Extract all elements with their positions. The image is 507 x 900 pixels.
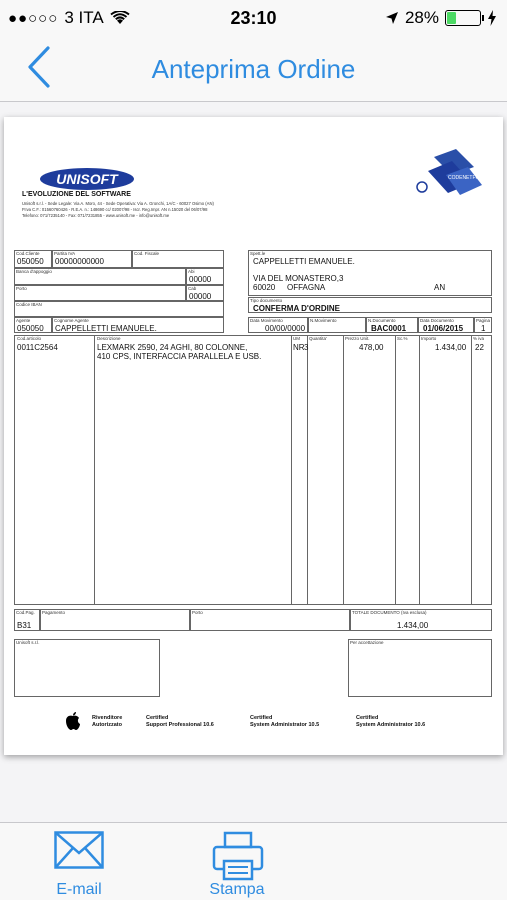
navigation-bar (0, 36, 507, 102)
col-header-iva: % iva (473, 336, 485, 341)
order-document (4, 117, 503, 755)
footer-rivenditore: Rivenditore Autorizzato (92, 715, 123, 728)
battery-icon (445, 10, 481, 26)
company-info (22, 201, 312, 219)
field-cod-fiscale: Cod. Fiscale (132, 250, 224, 268)
status-right (385, 8, 497, 28)
field-porto-footer: Porto (190, 609, 350, 631)
bottom-toolbar (0, 822, 507, 900)
company-line: Unisoft s.r.l. - Sede Legale: Via A. Moro, 44 - Sede Operativa: Via A. Gronchi, 1A/C - 60027 Osimo (AN) (22, 201, 214, 206)
envelope-icon (54, 831, 104, 869)
carrier-label: 3 ITA (64, 8, 104, 27)
field-totale-documento: TOTALE DOCUMENTO (Iva esclusa) 1.434,00 (350, 609, 492, 631)
field-n-movimento: N.Movimento (308, 317, 366, 333)
col-header-descrizione: Descrizione (97, 336, 121, 341)
field-data-movimento: Data Movimento 00/00/0000 (248, 317, 308, 333)
signature-box-accettazione: Per accettazione (348, 639, 492, 697)
company-line: P.Iva C.F.: 01560760426 - R.E.A. n.: 148690 cc/ 02007/98 - Iscr. Reg.Impr. AN n.15020 del 06/07/98 (22, 207, 208, 212)
col-header-um: UM (293, 336, 300, 341)
email-button[interactable] (34, 829, 124, 899)
signature-box-unisoft: Unisoft s.r.l. (14, 639, 160, 697)
field-banca: Banca d'appoggio (14, 268, 186, 285)
field-pagina: Pagina 1 (476, 318, 491, 333)
field-agente: Agente 050050 (14, 317, 52, 333)
footer-cert-1: Certified Support Professional 10.6 (146, 715, 214, 728)
signal-strength-icon: ●●○○○ (8, 9, 59, 27)
field-spett: Spett.le CAPPELLETTI EMANUELE. VIA DEL MONASTERO,3 60020 OFFAGNA AN (248, 250, 492, 296)
logo-tagline: L'EVOLUZIONE DEL SOFTWARE (22, 191, 131, 198)
footer-cert-2: Certified System Administrator 10.5 (250, 715, 320, 728)
status-bar (0, 0, 507, 36)
battery-percent: 28% (404, 8, 439, 27)
codenetfish-logo (412, 149, 484, 207)
right-logo-text: CODENETFISH (448, 175, 484, 181)
charging-bolt-icon (487, 10, 497, 26)
printer-icon (212, 831, 264, 881)
field-porto: Porto (14, 285, 186, 301)
col-header-cod-articolo: Cod.articolo (17, 336, 42, 341)
col-header-importo: Importo (421, 336, 437, 341)
field-tipo-documento: Tipo documento CONFERMA D'ORDINE (248, 297, 492, 313)
footer-cert-3: Certified System Administrator 10.6 (356, 715, 426, 728)
items-table: Cod.articolo Descrizione UM Quantita' Prezzo Unit. Sc.% Importo % iva 0011C2564 LEXMARK 2590, 24 AGHI, 80 COLONNE, 410 CPS, INTERFACCIA PARALLELA E USB. NR 3 478,00 1.434,00 22 (14, 335, 492, 605)
col-header-prezzo: Prezzo Unit. (345, 336, 370, 341)
page-title: Anteprima Ordine (151, 54, 356, 84)
company-line: Telefono: 071/7235140 - Fax: 071/7231855 - www.unisoft.me - info@unisoft.me (22, 213, 170, 218)
field-n-documento: N.Documento BAC0001 (366, 317, 418, 333)
field-iban: Codice IBAN (14, 301, 224, 317)
print-button[interactable] (192, 829, 282, 899)
email-label: E-mail (56, 881, 102, 898)
document-preview[interactable] (4, 117, 503, 755)
unisoft-logo: UNISOFT (40, 168, 134, 190)
field-cod-cliente: Cod.Cliente 050050 (14, 250, 52, 268)
field-pagamento: Pagamento (40, 609, 190, 631)
field-cab: Cab 00000 (186, 285, 224, 301)
apple-logo-icon (64, 711, 82, 731)
field-abi: Abi 00000 (186, 268, 224, 285)
col-header-sconto: Sc.% (397, 336, 408, 341)
field-cod-pag: Cod.Pag. B31 (14, 609, 40, 631)
field-cognome-agente: Cognome Agente CAPPELLETTI EMANUELE. (52, 317, 224, 333)
field-data-documento: Data Documento 01/06/2015 (418, 317, 474, 333)
field-partita-iva: Partita IVA 00000000000 (52, 250, 132, 268)
print-label: Stampa (209, 881, 265, 898)
status-time: 23:10 (230, 8, 277, 28)
col-header-quantita: Quantita' (309, 336, 327, 341)
location-arrow-icon (385, 11, 399, 25)
battery-level-fill (447, 12, 456, 24)
